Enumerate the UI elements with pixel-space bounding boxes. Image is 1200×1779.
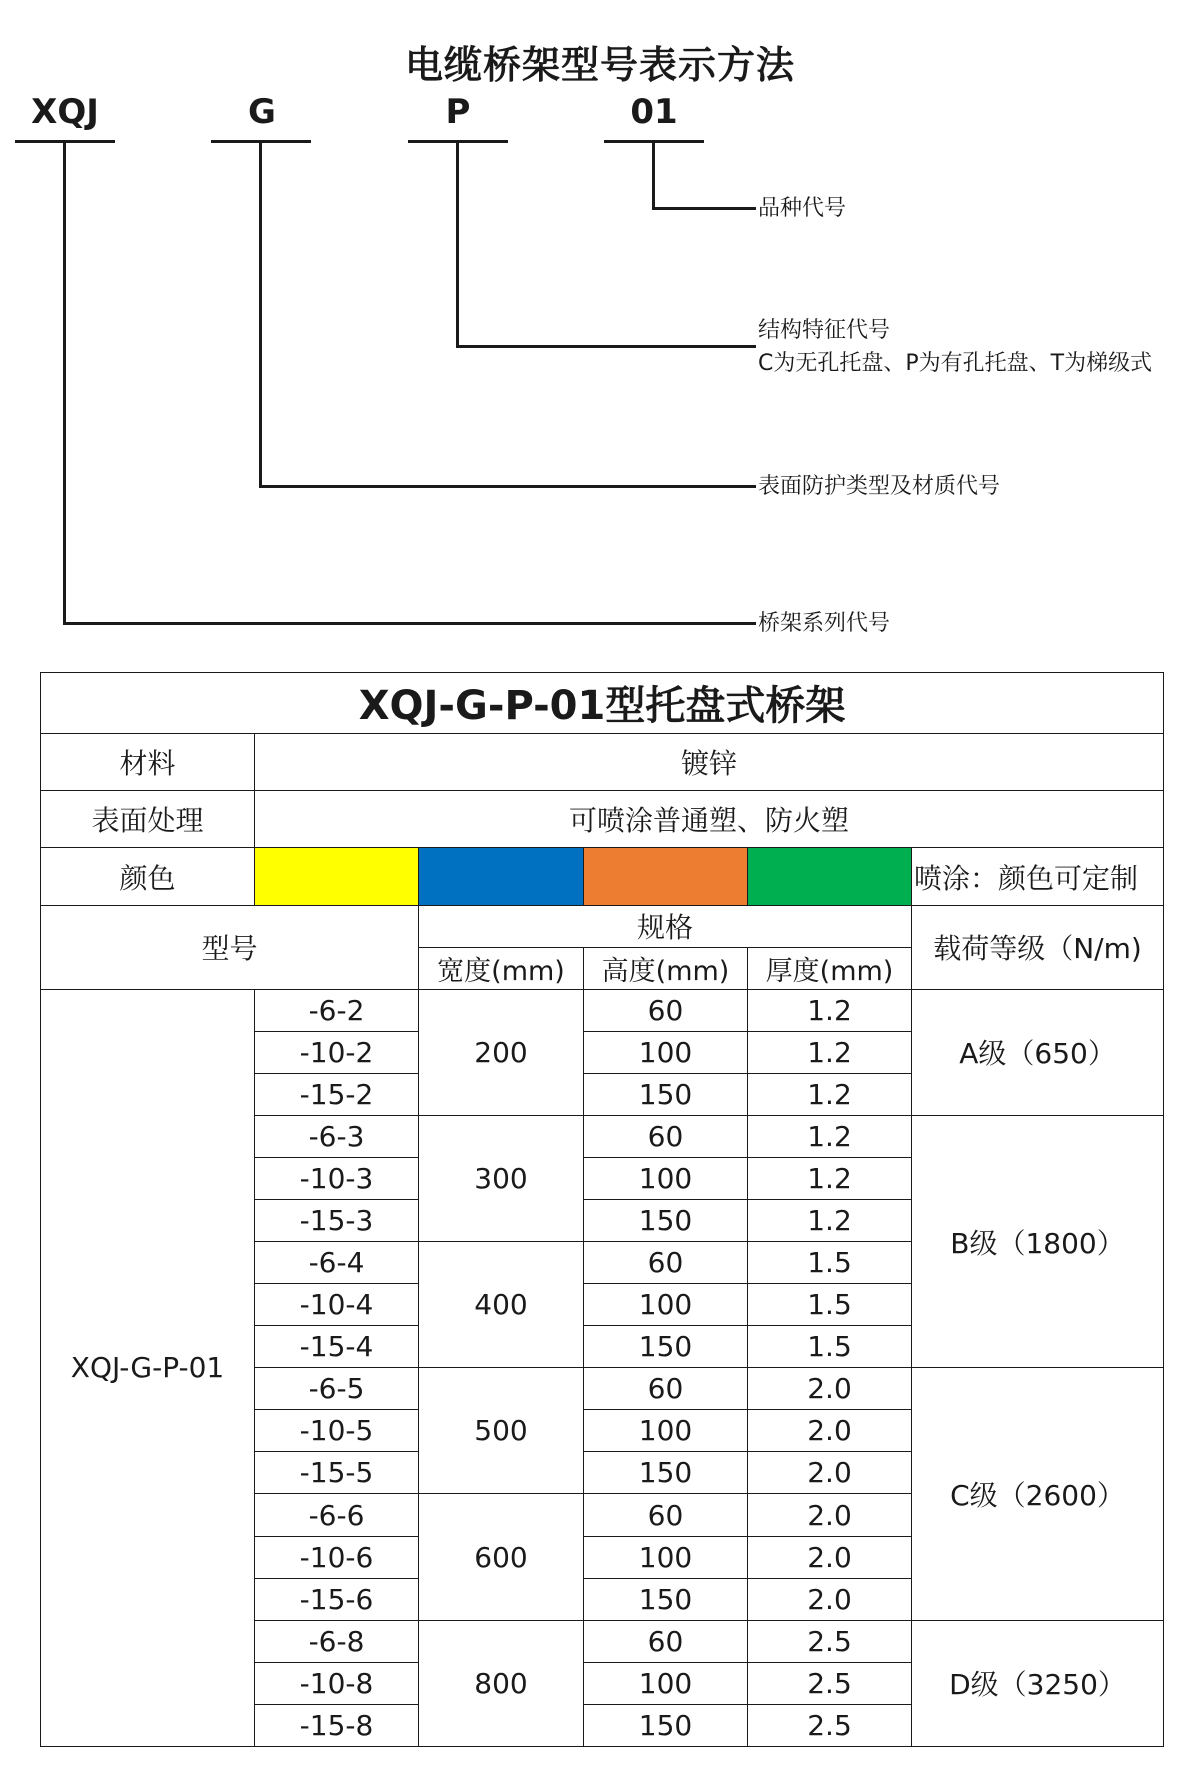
height-value: 100 xyxy=(584,1410,748,1452)
height-value: 150 xyxy=(584,1326,748,1368)
model-suffix: -15-4 xyxy=(255,1326,419,1368)
thickness-value: 2.0 xyxy=(748,1494,912,1536)
material-value: 镀锌 xyxy=(255,733,1164,790)
height-value: 150 xyxy=(584,1074,748,1116)
spec-header: 规格 xyxy=(419,905,912,947)
height-value: 150 xyxy=(584,1578,748,1620)
model-suffix: -6-6 xyxy=(255,1494,419,1536)
thickness-value: 2.5 xyxy=(748,1704,912,1746)
thickness-header: 厚度(mm) xyxy=(748,947,912,989)
thickness-value: 2.0 xyxy=(748,1452,912,1494)
structure-leader-horizontal xyxy=(456,345,756,348)
width-value: 800 xyxy=(419,1620,584,1746)
model-suffix: -15-2 xyxy=(255,1074,419,1116)
material-label: 材料 xyxy=(41,733,255,790)
model-suffix: -15-5 xyxy=(255,1452,419,1494)
structure-leader-vertical xyxy=(456,142,459,348)
model-name: XQJ-G-P-01 xyxy=(41,989,255,1746)
variety-leader-horizontal xyxy=(652,207,756,210)
height-value: 60 xyxy=(584,1242,748,1284)
thickness-value: 2.0 xyxy=(748,1536,912,1578)
model-suffix: -6-5 xyxy=(255,1368,419,1410)
thickness-value: 2.0 xyxy=(748,1410,912,1452)
variety-description: 品种代号 xyxy=(758,196,847,221)
model-suffix: -10-6 xyxy=(255,1536,419,1578)
model-suffix: -10-3 xyxy=(255,1158,419,1200)
code-variety: 01 xyxy=(630,92,678,132)
thickness-value: 2.5 xyxy=(748,1662,912,1704)
color-note: 喷涂：颜色可定制 xyxy=(912,848,1164,905)
height-value: 100 xyxy=(584,1031,748,1073)
color-swatch-yellow xyxy=(255,848,419,905)
series-leader-horizontal xyxy=(63,622,756,625)
color-swatch-orange xyxy=(584,848,748,905)
series-description: 桥架系列代号 xyxy=(758,611,891,636)
load-header: 载荷等级（N/m) xyxy=(912,905,1164,989)
series-leader-vertical xyxy=(63,142,66,625)
height-value: 150 xyxy=(584,1452,748,1494)
color-label: 颜色 xyxy=(41,848,255,905)
surface-value: 可喷涂普通塑、防火塑 xyxy=(255,790,1164,847)
load-level: A级（650） xyxy=(912,989,1164,1115)
surface-label: 表面处理 xyxy=(41,790,255,847)
height-value: 100 xyxy=(584,1284,748,1326)
thickness-value: 1.2 xyxy=(748,1031,912,1073)
width-value: 200 xyxy=(419,989,584,1115)
height-value: 100 xyxy=(584,1536,748,1578)
width-value: 600 xyxy=(419,1494,584,1620)
model-suffix: -6-4 xyxy=(255,1242,419,1284)
model-suffix: -15-6 xyxy=(255,1578,419,1620)
width-value: 500 xyxy=(419,1368,584,1494)
structure-options: C为无孔托盘、P为有孔托盘、T为梯级式 xyxy=(758,351,1153,376)
structure-description: 结构特征代号 xyxy=(758,318,891,343)
height-value: 100 xyxy=(584,1158,748,1200)
model-suffix: -15-8 xyxy=(255,1704,419,1746)
model-suffix: -6-2 xyxy=(255,989,419,1031)
height-header: 高度(mm) xyxy=(584,947,748,989)
model-suffix: -15-3 xyxy=(255,1200,419,1242)
surface-leader-horizontal xyxy=(259,485,756,488)
thickness-value: 2.0 xyxy=(748,1578,912,1620)
thickness-value: 2.0 xyxy=(748,1368,912,1410)
height-value: 60 xyxy=(584,1116,748,1158)
table-row xyxy=(41,989,1164,1031)
table-title: XQJ-G-P-01型托盘式桥架 xyxy=(41,673,1164,734)
width-header: 宽度(mm) xyxy=(419,947,584,989)
thickness-value: 1.2 xyxy=(748,989,912,1031)
height-value: 60 xyxy=(584,989,748,1031)
thickness-value: 1.2 xyxy=(748,1074,912,1116)
load-level: D级（3250） xyxy=(912,1620,1164,1746)
thickness-value: 1.5 xyxy=(748,1326,912,1368)
load-level: C级（2600） xyxy=(912,1368,1164,1620)
height-value: 60 xyxy=(584,1368,748,1410)
thickness-value: 1.5 xyxy=(748,1284,912,1326)
thickness-value: 1.2 xyxy=(748,1116,912,1158)
code-surface: G xyxy=(248,92,276,132)
width-value: 300 xyxy=(419,1116,584,1242)
page-title: 电缆桥架型号表示方法 xyxy=(404,43,795,87)
spec-table xyxy=(40,672,1164,1747)
thickness-value: 1.5 xyxy=(748,1242,912,1284)
variety-leader-vertical xyxy=(652,142,655,210)
surface-leader-vertical xyxy=(259,142,262,488)
height-value: 100 xyxy=(584,1662,748,1704)
height-value: 150 xyxy=(584,1200,748,1242)
thickness-value: 2.5 xyxy=(748,1620,912,1662)
height-value: 60 xyxy=(584,1620,748,1662)
model-suffix: -10-5 xyxy=(255,1410,419,1452)
thickness-value: 1.2 xyxy=(748,1158,912,1200)
model-header: 型号 xyxy=(41,905,419,989)
model-suffix: -6-3 xyxy=(255,1116,419,1158)
code-series: XQJ xyxy=(31,92,99,132)
color-swatch-blue xyxy=(419,848,584,905)
model-suffix: -6-8 xyxy=(255,1620,419,1662)
code-structure: P xyxy=(445,92,471,132)
height-value: 60 xyxy=(584,1494,748,1536)
model-suffix: -10-4 xyxy=(255,1284,419,1326)
thickness-value: 1.2 xyxy=(748,1200,912,1242)
load-level: B级（1800） xyxy=(912,1116,1164,1368)
height-value: 150 xyxy=(584,1704,748,1746)
model-suffix: -10-8 xyxy=(255,1662,419,1704)
width-value: 400 xyxy=(419,1242,584,1368)
surface-description: 表面防护类型及材质代号 xyxy=(758,474,1001,499)
model-suffix: -10-2 xyxy=(255,1031,419,1073)
color-swatch-green xyxy=(748,848,912,905)
